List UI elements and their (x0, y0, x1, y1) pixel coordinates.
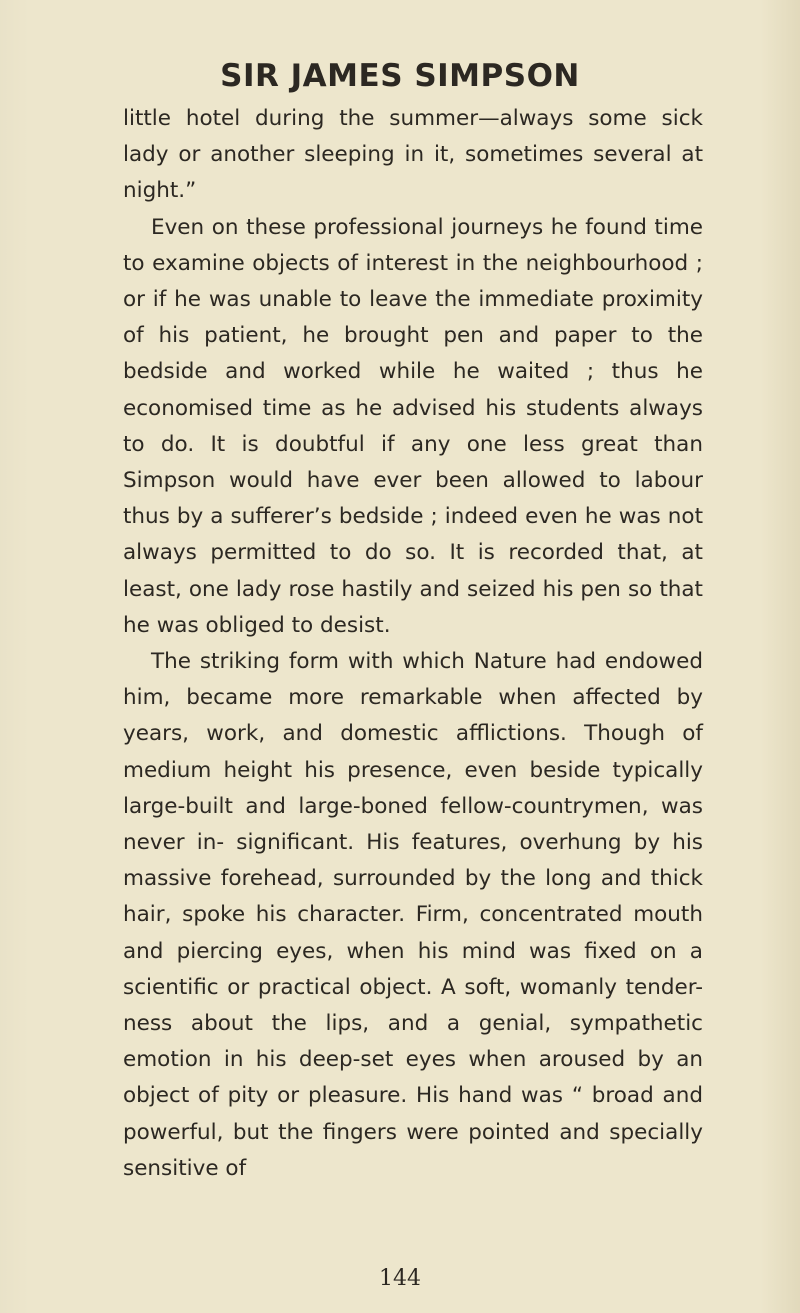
paragraph-continued: little hotel during the summer—always some sick lady or another sleeping in it, sometimes several at night.” (123, 106, 703, 204)
paragraph-striking-form: The striking form with which Nature had endowed him, became more remarkable when affected by years, work, and domestic afflictions. Though of medium height his presence, even beside typically large-built and large-boned fellow-countrymen, was never in- significant. His features, overhung by his massive forehead, surrounded by the long and thick hair, spoke his character. Firm, concentrated mouth and piercing eyes, when his mind was fixed on a scientific or practical object. A soft, womanly tender- ness about the lips, and a genial, sympathetic emotion in his deep-set eyes when aroused by an object of pity or pleasure. His hand was “ broad and powerful, but the fingers were pointed and specially sensitive of (123, 649, 703, 1181)
body-text (123, 101, 703, 1187)
page-number: 144 (379, 1266, 421, 1291)
paragraph-professional-journeys: Even on these professional journeys he found time to examine objects of interest in the neighbourhood ; or if he was unable to leave the immediate proximity of his patient, he brought pen and paper to the bedside and worked while he waited ; thus he economised time as he advised his students always to do. It is doubtful if any one less great than Simpson would have ever been allowed to labour thus by a sufferer’s bedside ; indeed even he was not always permitted to do so. It is recorded that, at least, one lady rose hastily and seized his pen so that he was obliged to desist. (123, 214, 703, 638)
running-head-title: SIR JAMES SIMPSON (220, 58, 580, 94)
